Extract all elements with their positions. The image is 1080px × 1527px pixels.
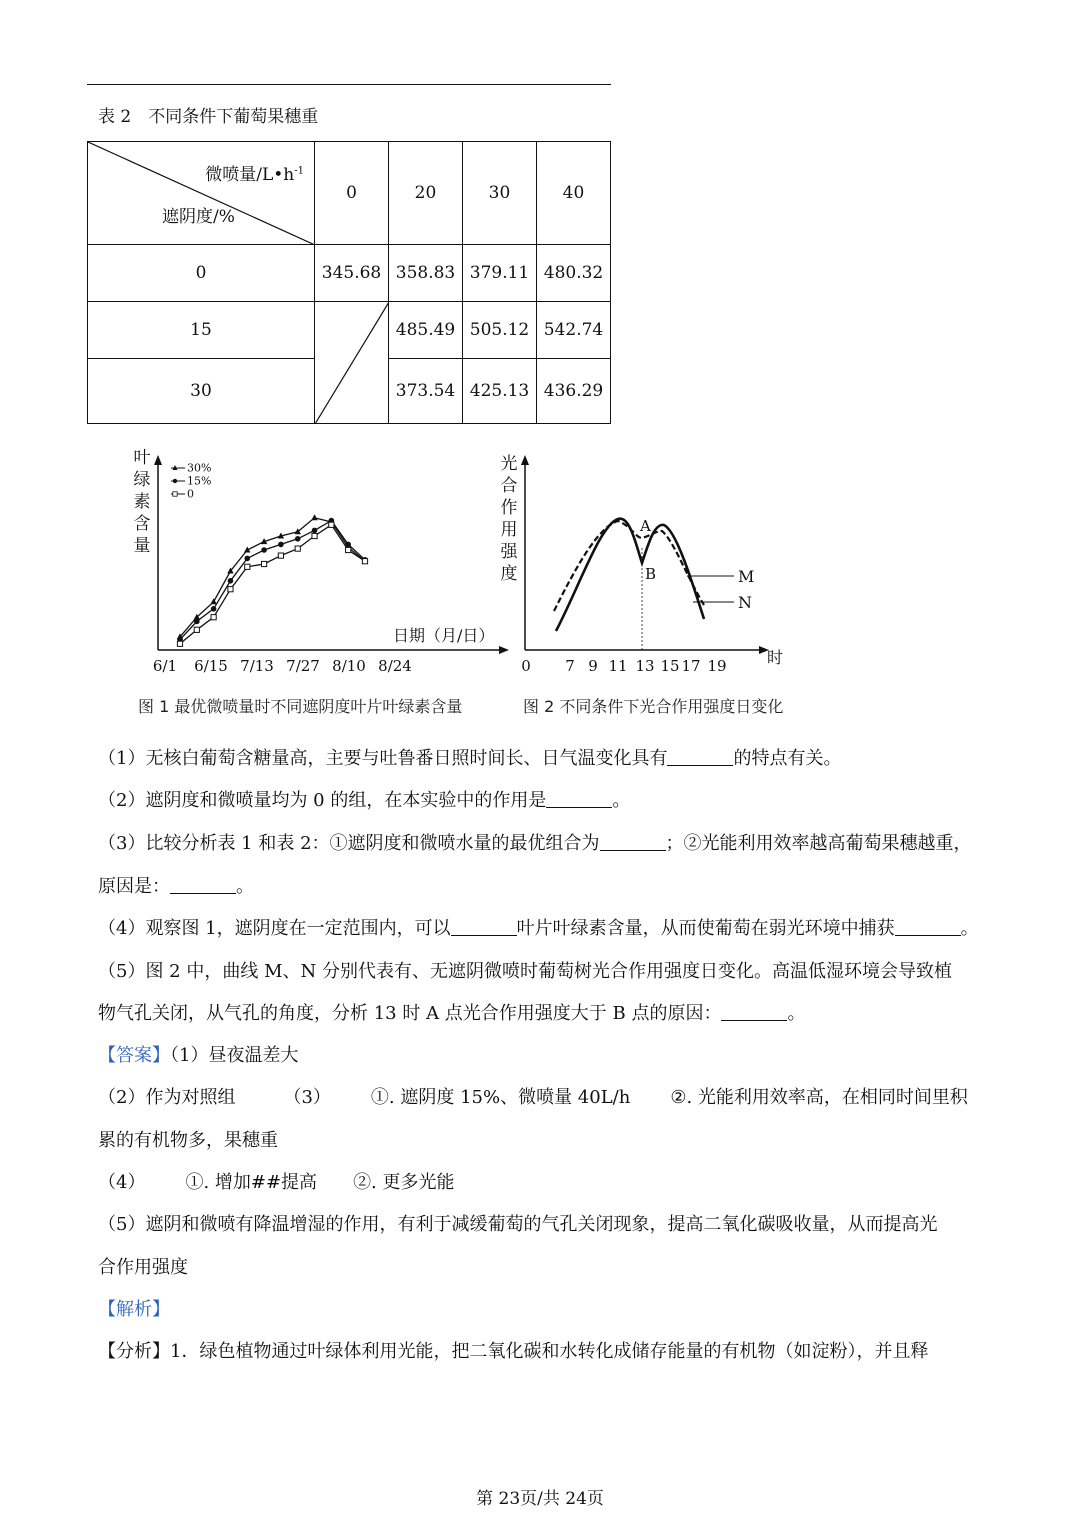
fig1-data-point (228, 587, 233, 592)
fig2-x-tick-label: 19 (707, 657, 727, 675)
answer-blank (170, 875, 236, 894)
answer-blank (600, 832, 666, 851)
table-corner-header (88, 142, 315, 245)
fig1-series-line (180, 518, 365, 637)
fig2-ylabel-char-4: 用 (500, 520, 518, 540)
question-4: （4）观察图 1，遮阴度在一定范围内，可以 叶片叶绿素含量，从而使葡萄在弱光环境中捕获 。 (98, 918, 979, 939)
answer-blank (451, 917, 517, 936)
fig1-ylabel-char-1: 叶 (133, 448, 151, 468)
fig2-label-N: N (738, 593, 752, 612)
fig1-data-point (346, 547, 351, 552)
answer-tag: 【答案】 (98, 1045, 170, 1066)
fig2-x-tick-label: 7 (565, 657, 575, 675)
fig2-x-tick-label: 11 (608, 657, 628, 675)
fig2-ylabel-char-2: 合 (500, 476, 518, 496)
fig1-data-point (295, 546, 300, 551)
shade-header: 遮阴度/% (162, 207, 235, 227)
fig1-legend-label: 30% (187, 461, 212, 475)
answer-blank (667, 747, 733, 766)
fig1-data-point (278, 542, 284, 548)
fig1-data-point (261, 547, 267, 553)
question-2: （2）遮阴度和微喷量均为 0 的组，在本实验中的作用是 。 (98, 790, 631, 811)
table-row (88, 302, 611, 359)
table-cell: 480.32 (537, 245, 611, 302)
fig2-x-label: 时 (767, 648, 784, 667)
fig1-x-tick-label: 8/10 (332, 657, 366, 675)
question-3-line-1: （3）比较分析表 1 和表 2：①遮阴度和微喷水量的最优组合为 ；②光能利用效率越高葡萄果穗越重， (98, 833, 972, 854)
fig1-data-point (194, 619, 200, 625)
answer-blank (546, 789, 612, 808)
fig2-y-arrow (521, 455, 529, 465)
fig1-legend-marker (173, 492, 177, 496)
photosynthesis-chart (490, 445, 795, 680)
fig2-x-tick-label: 13 (635, 657, 655, 675)
row-header: 0 (88, 245, 315, 302)
fig2-series-M-line (556, 519, 704, 631)
fig1-data-point (278, 553, 283, 558)
answer-line-1: 【答案】（1）昼夜温差大 (98, 1045, 299, 1066)
fig1-data-point (177, 641, 182, 646)
page-footer: 第 23页/共 24页 (476, 1489, 604, 1509)
fig1-data-point (261, 561, 266, 566)
fig1-x-ticks (153, 657, 412, 675)
table-cell: 505.12 (463, 302, 537, 359)
fig1-x-label: 日期（月/日） (393, 626, 495, 645)
answer-line-5: （5）遮阴和微喷有降温增湿的作用，有利于减缓葡萄的气孔关闭现象，提高二氧化碳吸收量，从而提高光 (98, 1214, 938, 1235)
fig1-data-point (228, 578, 234, 584)
question-1: （1）无核白葡萄含糖量高，主要与吐鲁番日照时间长、日气温变化具有 的特点有关。 (98, 748, 842, 769)
table-cell: 485.49 (389, 302, 463, 359)
table-cell: 542.74 (537, 302, 611, 359)
fig2-point-A: A (640, 517, 651, 535)
fig2-series-N-line (554, 521, 704, 611)
fig1-x-tick-label: 6/1 (152, 657, 178, 675)
spray-header: 微喷量$/L•h^{-1}$ (205, 165, 304, 185)
fig1-title: 图 1 最优微喷量时不同遮阴度叶片叶绿素含量 (138, 697, 463, 716)
question-3-line-2: 原因是： 。 (98, 876, 254, 897)
fig2-x-tick-label: 17 (681, 657, 701, 675)
fig2-x-tick-label: 0 (521, 657, 531, 675)
fig2-y-label (501, 454, 519, 584)
fig1-data-point (211, 606, 217, 612)
row-header: 30 (88, 359, 315, 424)
row-header: 15 (88, 302, 315, 359)
fig1-series-line (180, 525, 365, 644)
answer-line-6: 合作用强度 (98, 1257, 188, 1278)
analysis-tag: 【解析】 (98, 1299, 170, 1320)
fig2-x-tick-label: 15 (660, 657, 680, 675)
fig2-title: 图 2 不同条件下光合作用强度日变化 (523, 697, 784, 716)
answer-blank (721, 1002, 787, 1021)
fig2-ylabel-char-5: 强 (500, 542, 518, 562)
question-5-line-2: 物气孔关闭，从气孔的角度，分析 13 时 A 点光合作用强度大于 B 点的原因： 。 (98, 1003, 806, 1024)
col-header: 40 (537, 142, 611, 245)
table-cell: 379.11 (463, 245, 537, 302)
fig1-y-arrow (154, 455, 162, 465)
table-cell: 358.83 (389, 245, 463, 302)
fig2-ylabel-char-6: 度 (500, 564, 518, 584)
analysis-line-1: 【分析】1．绿色植物通过叶绿体利用光能，把二氧化碳和水转化成储存能量的有机物（如淀粉），并且释 (98, 1341, 929, 1362)
fig1-data-point (311, 514, 317, 520)
fig1-x-tick-label: 7/13 (240, 657, 274, 675)
data-table-block (87, 84, 611, 426)
table-cell: 436.29 (537, 359, 611, 424)
fig1-legend-marker (173, 479, 177, 483)
table-cell: 425.13 (463, 359, 537, 424)
fig2-label-M: M (738, 567, 755, 586)
merged-empty-cell (315, 302, 389, 424)
merged-cell-diagonal (315, 302, 389, 424)
fig1-data-point (194, 627, 199, 632)
fig1-data-point (211, 615, 216, 620)
analysis-tag-line (98, 1289, 988, 1331)
col-header: 20 (389, 142, 463, 245)
fig2-point-B: B (645, 565, 657, 583)
fig1-x-tick-label: 8/24 (378, 657, 412, 675)
fig1-x-tick-label: 7/27 (286, 657, 320, 675)
fenxi-tag: 【分析】 (98, 1341, 170, 1362)
fig1-legend-label: 0 (187, 487, 194, 501)
answer-line-2: （2）作为对照组 （3） ①. 遮阴度 15%、微喷量 40L/h ②. 光能利用效率高，在相同时间里积 (98, 1087, 968, 1108)
col-header: 30 (463, 142, 537, 245)
fig2-ylabel-char-1: 光 (500, 454, 518, 474)
fig2-x-ticks (521, 657, 726, 675)
table-caption: 表 2 不同条件下葡萄果穗重 (98, 107, 319, 127)
fig2-x-tick-label: 9 (588, 657, 598, 675)
answer-line-3: 累的有机物多，果穗重 (98, 1130, 278, 1151)
question-5-line-1: （5）图 2 中，曲线 M、N 分别代表有、无遮阴微喷时葡萄树光合作用强度日变化。高温低湿环境会导致植 (98, 961, 952, 982)
fig1-ylabel-char-2: 绿 (133, 470, 151, 490)
table-cell: 373.54 (389, 359, 463, 424)
fig1-ylabel-char-4: 含 (133, 514, 151, 534)
fig1-data-point (329, 522, 334, 527)
table-cell: 345.68 (315, 245, 389, 302)
answer-line-4: （4） ①. 增加##提高 ②. 更多光能 (98, 1172, 455, 1193)
fig1-data-point (244, 556, 250, 562)
fig1-y-label (134, 448, 151, 556)
fig1-data-point (295, 536, 301, 542)
fig1-data-point (312, 533, 317, 538)
table-row (88, 245, 611, 302)
fig1-data-point (245, 564, 250, 569)
col-header: 0 (315, 142, 389, 245)
grape-weight-table (87, 141, 611, 424)
fig1-ylabel-char-5: 量 (133, 536, 151, 556)
fig1-data-point (210, 598, 216, 604)
answer-blank (895, 917, 961, 936)
corner-diagonal-line (88, 142, 315, 245)
fig1-data-point (362, 559, 367, 564)
fig1-ylabel-char-3: 素 (133, 492, 151, 512)
fig1-legend-label: 15% (187, 474, 212, 488)
fig1-legend (171, 462, 211, 501)
fig2-ylabel-char-3: 作 (500, 498, 518, 518)
fig1-series-group (177, 514, 368, 646)
fig1-data-point (312, 528, 318, 534)
chlorophyll-chart (125, 445, 510, 680)
fig1-x-tick-label: 6/15 (194, 657, 228, 675)
table-top-rule (87, 84, 611, 85)
